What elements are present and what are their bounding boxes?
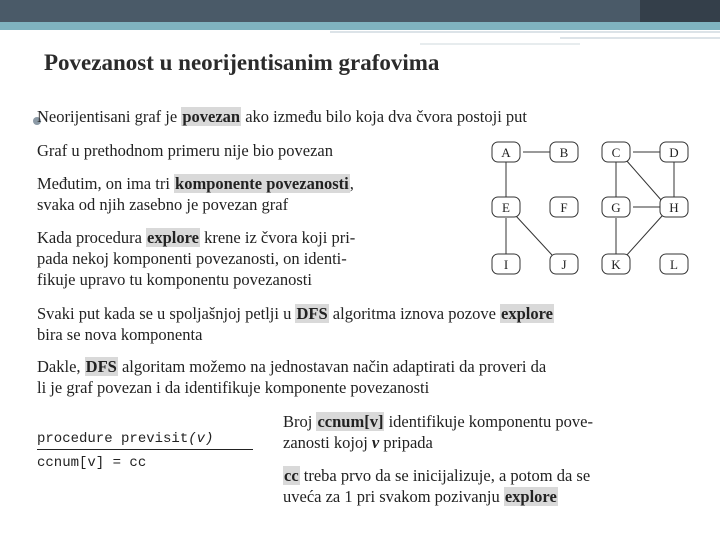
node-k [602,254,630,274]
paragraph-line [283,465,590,486]
paragraph-line [37,173,354,194]
paragraph-three-components [37,173,354,215]
text-segment: Broj [283,412,317,431]
text-segment: pripada [379,433,433,452]
keyword-ccnum: ccnum[v] [317,412,384,431]
keyword-explore: explore [501,304,553,323]
note-cc [283,465,590,507]
text-segment: identifikuje komponentu pove- [384,412,593,431]
text-segment: Kada procedura [37,228,147,247]
edge-e-j [516,216,552,255]
graph-edges [506,152,674,256]
edge-k-h [626,216,662,256]
svg-text:G: G [611,200,621,215]
svg-text:I: I [503,257,509,272]
node-a [492,142,520,162]
text-segment: krene iz čvora koji pri- [199,228,356,247]
node-l [660,254,688,274]
paragraph-dfs-outer-loop [37,303,554,345]
text-segment: Međutim, on ima tri [37,174,175,193]
svg-text:A: A [501,145,511,160]
keyword-explore: explore [504,487,557,506]
paragraph-explore-procedure [37,227,355,290]
svg-text:F: F [560,200,568,215]
node-h [660,197,688,217]
code-underline [37,449,253,450]
text-segment: Svaki put kada se u spoljašnjoj petlji u [37,304,296,323]
graph-diagram [488,140,698,280]
node-i [492,254,520,274]
paragraph-previous-example [37,140,333,161]
text-segment: algoritma iznova pozove [328,304,501,323]
svg-text:B: B [559,145,569,160]
node-g [602,197,630,217]
paragraph-line [37,227,355,248]
slide-top-bar-dark [640,0,720,22]
code-line-assignment: ccnum[v] = cc [37,455,147,471]
text-segment: treba prvo da se inicijalizuje, a potom da se [299,466,591,485]
paragraph-dfs-adaptation [37,356,546,398]
text-segment: Dakle, [37,357,85,376]
svg-text:H: H [669,200,679,215]
node-d [660,142,688,162]
paragraph-line: pada nekoj komponenti povezanosti, on identi- [37,249,347,268]
note-ccnum [283,411,593,453]
paragraph-line: svaka od njih zasebno je povezan graf [37,195,289,214]
keyword-povezan: povezan [182,107,241,126]
svg-text:D: D [669,145,679,160]
paragraph-line [283,486,590,507]
paragraph-line: fikuje upravo tu komponentu povezanosti [37,270,312,289]
svg-text:J: J [561,257,567,272]
node-f [550,197,578,217]
paragraph-connected-definition [37,106,527,127]
keyword-explore: explore [147,228,199,247]
code-param: (v) [188,431,214,447]
decorative-lines [0,30,720,50]
graph-nodes [492,142,688,274]
text-segment: , [349,174,354,193]
slide-accent-bar [0,22,720,30]
text-segment: Neorijentisani graf je [37,107,182,126]
node-b [550,142,578,162]
keyword-komponente: komponente povezanosti [175,174,349,193]
paragraph-line: bira se nova komponenta [37,325,203,344]
text-segment: uveća za 1 pri svakom pozivanju [283,487,504,506]
paragraph-line [37,303,554,324]
text-segment: zanosti kojoj [283,433,372,452]
svg-text:C: C [611,145,621,160]
node-c [602,142,630,162]
code-line-procedure [37,431,213,447]
paragraph-line [283,432,593,453]
svg-text:L: L [670,257,678,272]
svg-text:K: K [611,257,621,272]
slide-top-bar [0,0,720,22]
keyword-dfs: DFS [85,357,117,376]
paragraph-line [37,356,546,377]
text-segment: algoritam možemo na jednostavan način adaptirati da proveri da [117,357,547,376]
paragraph-line [283,411,593,432]
edge-c-h [626,160,662,201]
slide-title: Povezanost u neorijentisanim grafovima [44,50,440,75]
variable-v: v [371,433,380,452]
node-e [492,197,520,217]
node-j [550,254,578,274]
text-segment: Graf u prethodnom primeru nije bio povezan [37,141,333,160]
code-keyword: procedure previsit [37,431,189,447]
keyword-dfs: DFS [296,304,328,323]
keyword-cc: cc [284,466,299,485]
paragraph-line: li je graf povezan i da identifikuje komponente povezanosti [37,378,430,397]
svg-text:E: E [502,200,510,215]
text-segment: ako između bilo koja dva čvora postoji put [241,107,528,126]
